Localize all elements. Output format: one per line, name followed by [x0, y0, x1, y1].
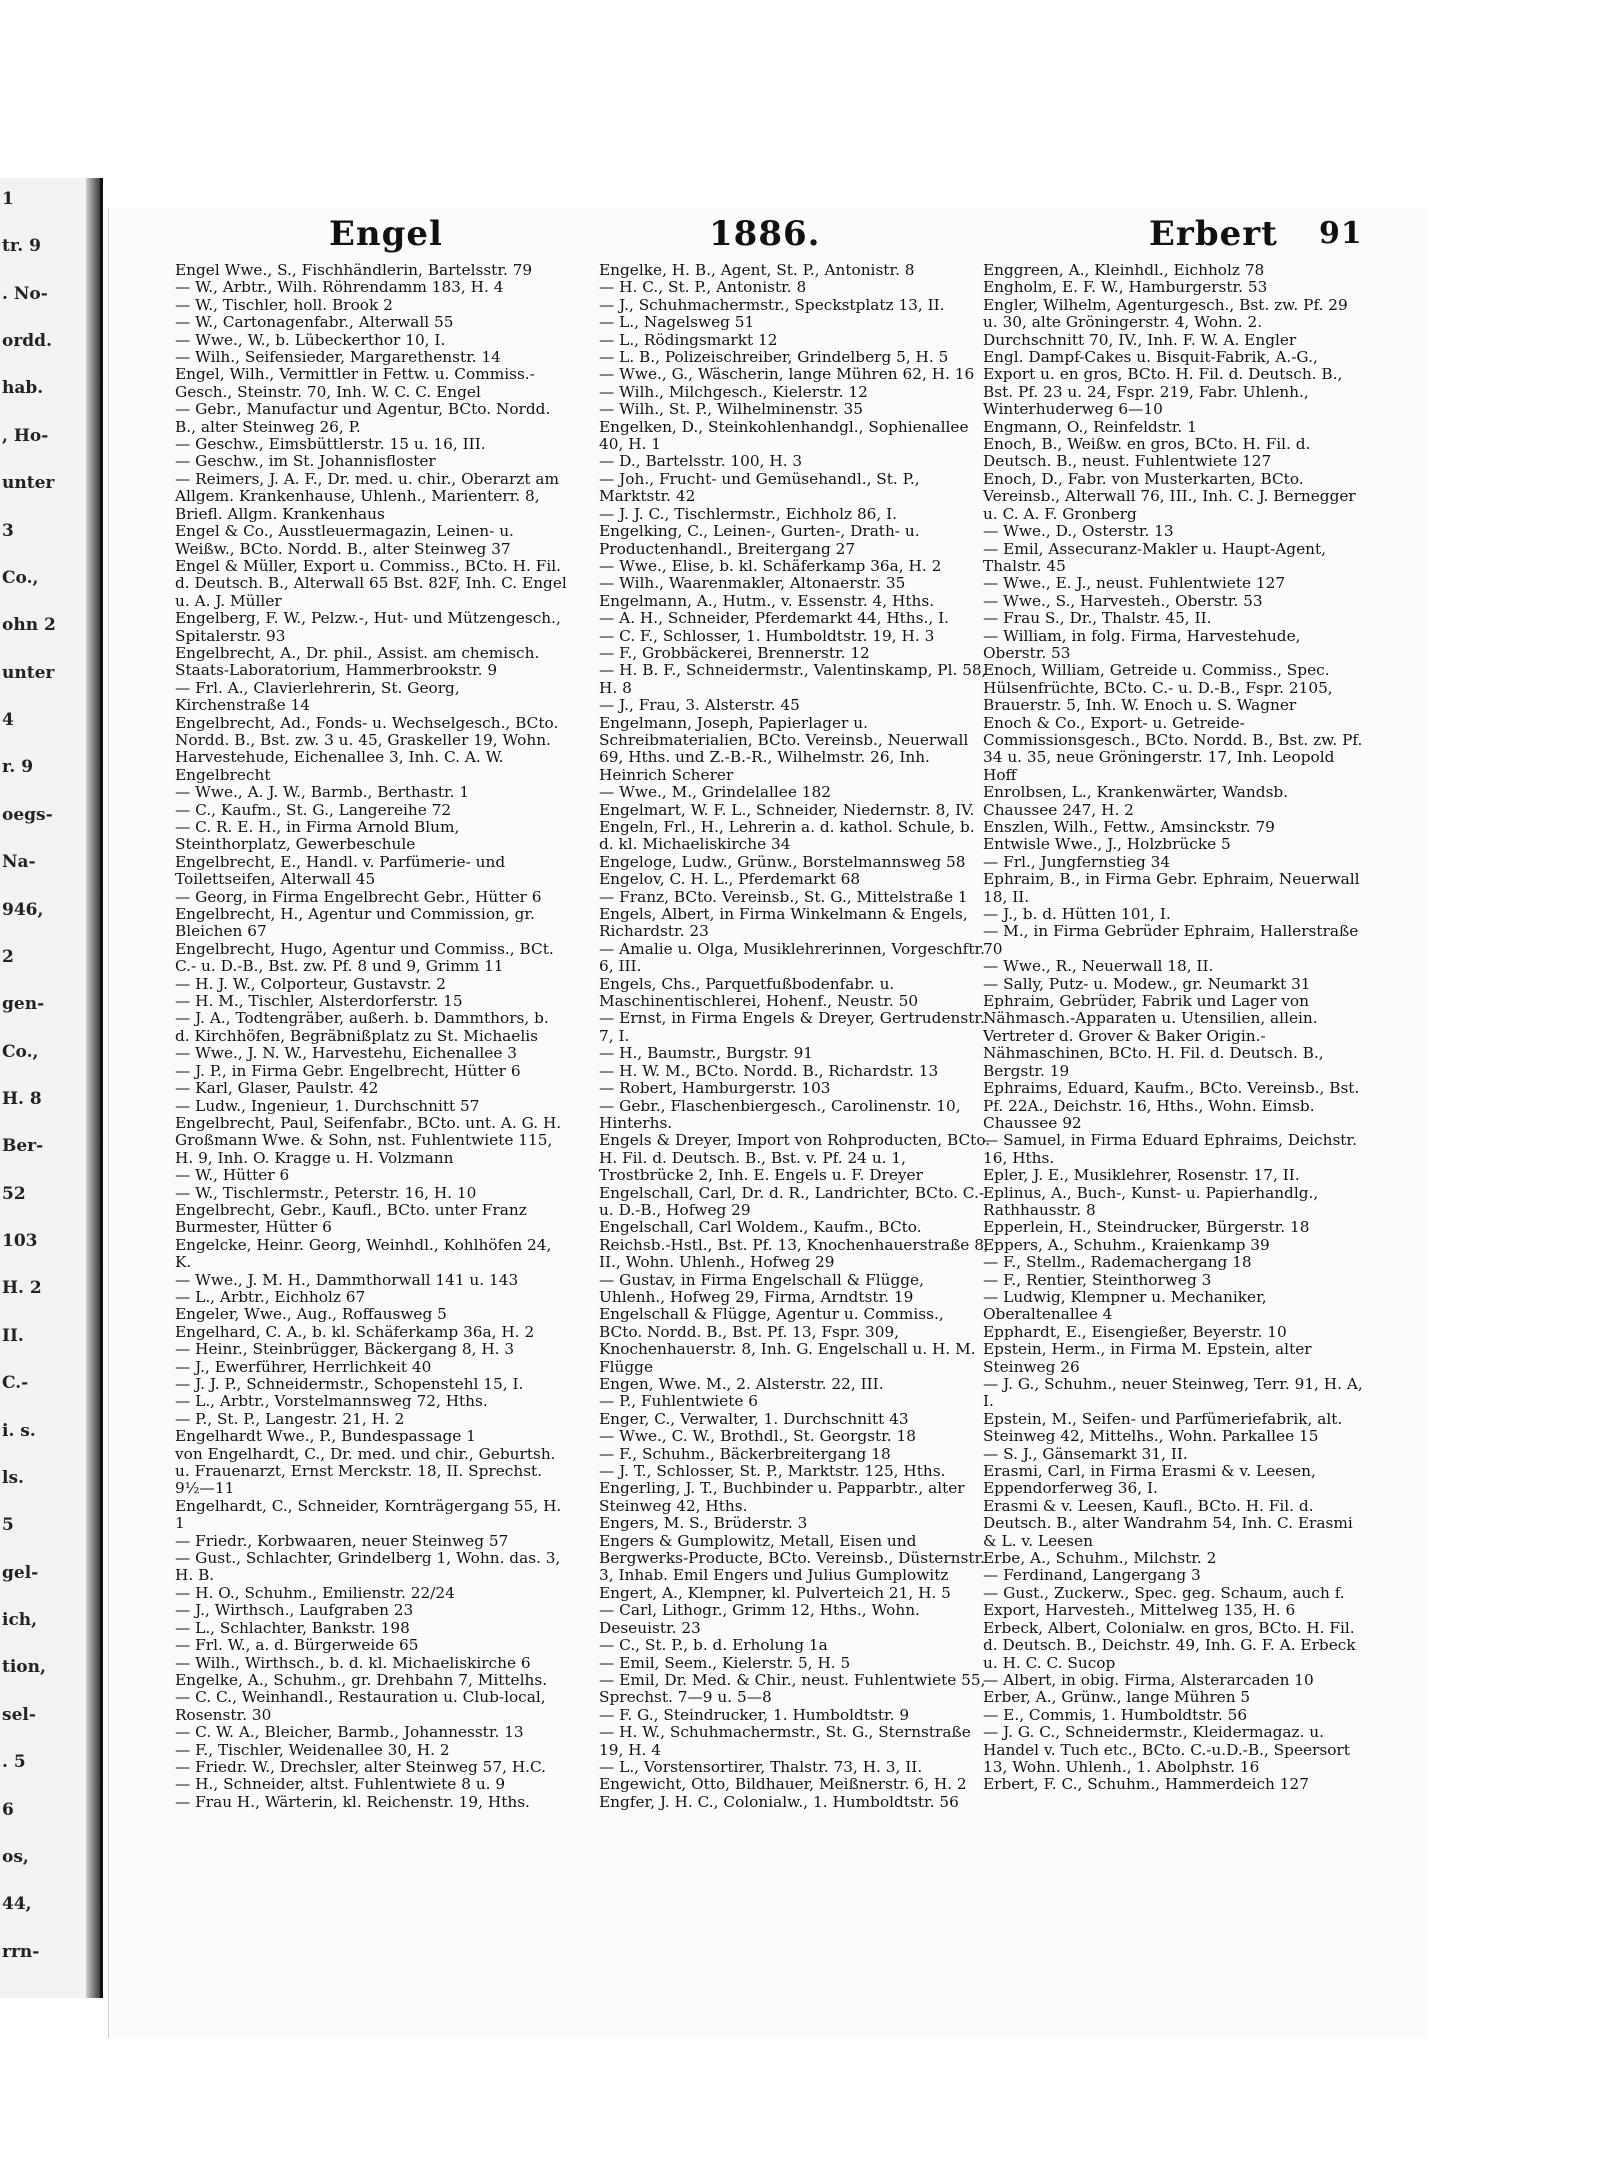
- previous-page-fragment: Ber-: [2, 1136, 44, 1156]
- directory-entry: — H. B. F., Schneidermstr., Valentinskamp, Pl. 58, H. 8: [599, 661, 987, 697]
- directory-entry: — C. W. A., Bleicher, Barmb., Johannesstr. 13: [175, 1723, 524, 1742]
- directory-entry: — L., Arbtr., Vorstelmannsweg 72, Hths.: [175, 1392, 488, 1411]
- previous-page-fragment: C.-: [2, 1373, 29, 1393]
- directory-entry: — Frl. W., a. d. Bürgerweide 65: [175, 1636, 419, 1655]
- directory-entry: — Georg, in Firma Engelbrecht Gebr., Hütter 6: [175, 887, 542, 906]
- directory-entry: — F. G., Steindrucker, 1. Humboldtstr. 9: [599, 1705, 910, 1724]
- previous-page-fragment: i. s.: [2, 1421, 36, 1441]
- directory-entry: Epphardt, E., Eisengießer, Beyerstr. 10: [983, 1322, 1287, 1341]
- directory-entry: — Ferdinand, Langergang 3: [983, 1566, 1201, 1585]
- directory-entry: — Frl., Jungfernstieg 34: [983, 852, 1171, 871]
- previous-page-fragment: Co.,: [2, 1042, 39, 1062]
- directory-entry: Entwisle Wwe., J., Holzbrücke 5: [983, 835, 1231, 854]
- previous-page-fragment: H. 8: [2, 1089, 42, 1109]
- directory-entry: Engelke, A., Schuhm., gr. Drehbahn 7, Mittelhs.: [175, 1670, 548, 1689]
- directory-entry: — H. C., St. P., Antonistr. 8: [599, 278, 807, 297]
- directory-entry: Enoch, B., Weißw. en gros, BCto. H. Fil. d. Deutsch. B., neust. Fuhlentwiete 127: [983, 435, 1311, 471]
- directory-entry: — Samuel, in Firma Eduard Ephraims, Deichstr. 16, Hths.: [983, 1131, 1357, 1167]
- previous-page-fragment: 3: [2, 521, 14, 541]
- previous-page-fragment: oegs-: [2, 805, 53, 825]
- running-header: [109, 208, 1427, 260]
- directory-entry: Engelke, H. B., Agent, St. P., Antonistr. 8: [599, 262, 915, 279]
- directory-entry: — H., Schneider, altst. Fuhlentwiete 8 u. 9: [175, 1775, 506, 1794]
- directory-entry: Erbeck, Albert, Colonialw. en gros, BCto. H. Fil. d. Deutsch. B., Deichstr. 49, Inh. G. F. A. Erbeck u. H. C. C. Sucop: [983, 1618, 1356, 1672]
- directory-entry: Engeln, Frl., H., Lehrerin a. d. kathol. Schule, b. d. kl. Michaeliskirche 34: [599, 818, 975, 854]
- previous-page-edge: [0, 178, 103, 1998]
- directory-entry: Enoch & Co., Export- u. Getreide-Commissionsgesch., BCto. Nordd. B., Bst. zw. Pf. 34 u. 35, neue Gröningerstr. 17, Inh. Leopold Hoff: [983, 713, 1363, 784]
- directory-entry: — F., Tischler, Weidenallee 30, H. 2: [175, 1740, 450, 1759]
- previous-page-fragment: rrn-: [2, 1942, 40, 1962]
- directory-entry: Engert, A., Klempner, kl. Pulverteich 21, H. 5: [599, 1583, 951, 1602]
- previous-page-fragment: . No-: [2, 284, 48, 304]
- directory-entry: Epstein, Herm., in Firma M. Epstein, alter Steinweg 26: [983, 1340, 1312, 1376]
- directory-entry: — W., Hütter 6: [175, 1166, 290, 1185]
- directory-entry: Engers & Gumplowitz, Metall, Eisen und Bergwerks-Producte, BCto. Vereinsb., Düsternstr. 3, Inhab. Emil Engers und Julius Gumplowitz: [599, 1531, 985, 1585]
- directory-entry: Engewicht, Otto, Bildhauer, Meißnerstr. 6, H. 2: [599, 1775, 967, 1794]
- directory-entry: Engelbrecht, Ad., Fonds- u. Wechselgesch., BCto. Nordd. B., Bst. zw. 3 u. 45, Graskeller 19, Wohn. Harvestehude, Eichenallee 3, Inh. C. A. W. Engelbrecht: [175, 713, 559, 784]
- directory-entry: Engelschall, Carl, Dr. d. R., Landrichter, BCto. C.- u. D.-B., Hofweg 29: [599, 1183, 984, 1219]
- directory-entry: — L., Nagelsweg 51: [599, 313, 755, 332]
- directory-entry: Eplinus, A., Buch-, Kunst- u. Papierhandlg., Rathhausstr. 8: [983, 1183, 1319, 1219]
- directory-entry: — Emil, Dr. Med. & Chir., neust. Fuhlentwiete 55, Sprechst. 7—9 u. 5—8: [599, 1670, 986, 1707]
- directory-entry: Engerling, J. T., Buchbinder u. Papparbtr., alter Steinweg 42, Hths.: [599, 1479, 965, 1515]
- directory-entry: — H. M., Tischler, Alsterdorferstr. 15: [175, 992, 463, 1011]
- directory-entry: — Wilh., St. P., Wilhelminenstr. 35: [599, 400, 863, 419]
- directory-entry: Engelken, D., Steinkohlenhandgl., Sophienallee 40, H. 1: [599, 417, 969, 454]
- directory-entry: von Engelhardt, C., Dr. med. und chir., Geburtsh. u. Frauenarzt, Ernst Merckstr. 18, II. Sprechst. 9½—11: [175, 1444, 556, 1498]
- directory-entry: — L. B., Polizeischreiber, Grindelberg 5, H. 5: [599, 348, 949, 367]
- directory-entry: — Friedr., Korbwaaren, neuer Steinweg 57: [175, 1531, 509, 1550]
- directory-entry: — J. P., in Firma Gebr. Engelbrecht, Hütter 6: [175, 1061, 521, 1080]
- directory-entry: — P., Fuhlentwiete 6: [599, 1392, 759, 1411]
- directory-entry: Ephraims, Eduard, Kaufm., BCto. Vereinsb., Bst. Pf. 22A., Deichstr. 16, Hths., Wohn. Eimsb. Chaussee 92: [983, 1079, 1360, 1132]
- directory-entry: — L., Schlachter, Bankstr. 198: [175, 1618, 410, 1637]
- directory-entry: — J., b. d. Hütten 101, I.: [983, 905, 1171, 924]
- previous-page-fragment: Co.,: [2, 568, 39, 588]
- directory-entry: Enggreen, A., Kleinhdl., Eichholz 78: [983, 262, 1265, 279]
- header-last-entry: Erbert: [1149, 214, 1278, 254]
- directory-entry: Engelbrecht, E., Handl. v. Parfümerie- und Toilettseifen, Alterwall 45: [175, 852, 506, 889]
- directory-entry: — Wilh., Milchgesch., Kielerstr. 12: [599, 382, 868, 401]
- directory-entry: — Karl, Glaser, Paulstr. 42: [175, 1079, 379, 1098]
- directory-entry: — Wwe., R., Neuerwall 18, II.: [983, 957, 1214, 976]
- directory-entry: — H. O., Schuhm., Emilienstr. 22/24: [175, 1583, 455, 1602]
- previous-page-fragment: os,: [2, 1847, 29, 1867]
- directory-entry: — Wilh., Seifensieder, Margarethenstr. 14: [175, 348, 501, 367]
- previous-page-fragment: ordd.: [2, 331, 52, 351]
- directory-entry: — Ludwig, Klempner u. Mechaniker, Oberaltenallee 4: [983, 1287, 1267, 1324]
- directory-entry: — Geschw., Eimsbüttlerstr. 15 u. 16, III.: [175, 435, 486, 454]
- directory-entry: Engelschall, Carl Woldem., Kaufm., BCto. Reichsb.-Hstl., Bst. Pf. 13, Knochenhauerstraße 8, II., Wohn. Uhlenh., Hofweg 29: [599, 1218, 989, 1272]
- directory-entry: — Frl. A., Clavierlehrerin, St. Georg, Kirchenstraße 14: [175, 678, 460, 715]
- entry-columns: [109, 262, 1427, 2022]
- directory-entry: Erbe, A., Schuhm., Milchstr. 2: [983, 1549, 1217, 1568]
- previous-page-fragment: tr. 9: [2, 236, 41, 256]
- directory-entry: Engels & Dreyer, Import von Rohproducten, BCto. H. Fil. d. Deutsch. B., Bst. v. Pf. 24 u. 1, Trostbrücke 2, Inh. E. Engels u. F. Dreyer: [599, 1131, 991, 1185]
- directory-entry: — S. J., Gänsemarkt 31, II.: [983, 1444, 1188, 1463]
- previous-page-fragment: hab.: [2, 378, 44, 398]
- previous-page-fragment: ich,: [2, 1610, 38, 1630]
- directory-entry: — Sally, Putz- u. Modew., gr. Neumarkt 31: [983, 974, 1311, 993]
- directory-entry: — C. C., Weinhandl., Restauration u. Club-local, Rosenstr. 30: [175, 1688, 546, 1724]
- directory-entry: — Friedr. W., Drechsler, alter Steinweg 57, H.C.: [175, 1757, 547, 1776]
- directory-entry: Epstein, M., Seifen- und Parfümeriefabrik, alt. Steinweg 42, Mittelhs., Wohn. Parkallee 15: [983, 1409, 1343, 1446]
- previous-page-fragment: ohn 2: [2, 615, 56, 635]
- directory-entry: — Amalie u. Olga, Musiklehrerinnen, Vorgeschftr. 6, III.: [599, 939, 985, 976]
- directory-entry: — Wwe., J. N. W., Harvestehu, Eichenallee 3: [175, 1044, 517, 1063]
- previous-page-fragment: unter: [2, 473, 55, 493]
- directory-entry: — Wilh., Waarenmakler, Altonaerstr. 35: [599, 574, 906, 593]
- directory-entry: Erbert, F. C., Schuhm., Hammerdeich 127: [983, 1775, 1309, 1794]
- directory-entry: — Wwe., G., Wäscherin, lange Mühren 62, H. 16: [599, 365, 975, 384]
- directory-entry: Engel, Wilh., Vermittler in Fettw. u. Commiss.-Gesch., Steinstr. 70, Inh. W. C. C. Engel: [175, 365, 535, 401]
- directory-entry: Engelcke, Heinr. Georg, Weinhdl., Kohlhöfen 24, K.: [175, 1235, 552, 1272]
- directory-entry: Engelbrecht, Hugo, Agentur und Commiss., BCt. C.- u. D.-B., Bst. zw. Pf. 8 und 9, Grimm 11: [175, 939, 554, 976]
- directory-entry: — Wwe., Elise, b. kl. Schäferkamp 36a, H. 2: [599, 556, 942, 575]
- directory-entry: — Geschw., im St. Johannisfloster: [175, 452, 436, 471]
- directory-entry: Engel & Co., Ausstleuermagazin, Leinen- u. Weißw., BCto. Nordd. B., alter Steinweg 37: [175, 522, 514, 558]
- directory-entry: Erasmi & v. Leesen, Kaufl., BCto. H. Fil. d. Deutsch. B., alter Wandrahm 54, Inh. C. Erasmi & L. v. Leesen: [983, 1496, 1353, 1550]
- directory-entry: — F., Rentier, Steinthorweg 3: [983, 1270, 1212, 1289]
- directory-entry: — Wwe., E. J., neust. Fuhlentwiete 127: [983, 574, 1286, 593]
- previous-page-fragment: II.: [2, 1326, 24, 1346]
- directory-entry: — W., Cartonagenfabr., Alterwall 55: [175, 313, 454, 332]
- directory-entry: — Emil, Assecuranz-Makler u. Haupt-Agent, Thalstr. 45: [983, 539, 1326, 575]
- previous-page-fragment: , Ho-: [2, 426, 49, 446]
- column-2: [581, 262, 991, 2022]
- directory-entry: — Gebr., Flaschenbiergesch., Carolinenstr. 10, Hinterhs.: [599, 1096, 961, 1132]
- directory-entry: Ephraim, Gebrüder, Fabrik und Lager von Nähmasch.-Apparaten u. Utensilien, allein. Vertreter d. Grover & Baker Origin.-Nähmaschinen, BCto. H. Fil. d. Deutsch. B., Bergstr. 19: [983, 992, 1324, 1080]
- directory-entry: — Heinr., Steinbrügger, Bäckergang 8, H. 3: [175, 1340, 515, 1359]
- directory-entry: — F., Schuhm., Bäckerbreitergang 18: [599, 1444, 891, 1463]
- directory-entry: Epler, J. E., Musiklehrer, Rosenstr. 17, II.: [983, 1166, 1300, 1185]
- directory-entry: — C. R. E. H., in Firma Arnold Blum, Steinthorplatz, Gewerbeschule: [175, 818, 460, 854]
- directory-entry: Enszlen, Wilh., Fettw., Amsinckstr. 79: [983, 818, 1275, 836]
- directory-entry: — Ludw., Ingenieur, 1. Durchschnitt 57: [175, 1096, 480, 1115]
- directory-entry: Engen, Wwe. M., 2. Alsterstr. 22, III.: [599, 1375, 884, 1393]
- directory-entry: — Robert, Hamburgerstr. 103: [599, 1079, 831, 1098]
- directory-entry: Engelov, C. H. L., Pferdemarkt 68: [599, 870, 861, 889]
- previous-page-fragment: unter: [2, 663, 55, 683]
- directory-entry: — J. G. C., Schneidermstr., Kleidermagaz. u. Handel v. Tuch etc., BCto. C.-u.D.-B., Speersort 13, Wohn. Uhlenh., 1. Abolphstr. 16: [983, 1723, 1350, 1776]
- directory-entry: Engelbrecht, H., Agentur und Commission, gr. Bleichen 67: [175, 905, 535, 941]
- directory-entry: — J., Ewerführer, Herrlichkeit 40: [175, 1357, 432, 1376]
- directory-entry: — E., Commis, 1. Humboldtstr. 56: [983, 1705, 1248, 1724]
- directory-entry: — Gust., Zuckerw., Spec. geg. Schaum, auch f. Export, Harvesteh., Mittelweg 135, H. 6: [983, 1583, 1345, 1620]
- directory-entry: Engfer, J. H. C., Colonialw., 1. Humboldtstr. 56: [599, 1792, 959, 1811]
- directory-entry: Engelking, C., Leinen-, Gurten-, Drath- u. Productenhandl., Breitergang 27: [599, 522, 920, 558]
- directory-entry: — P., St. P., Langestr. 21, H. 2: [175, 1409, 405, 1428]
- directory-entry: — Carl, Lithogr., Grimm 12, Hths., Wohn. Deseuistr. 23: [599, 1601, 920, 1637]
- directory-entry: Erber, A., Grünw., lange Mühren 5: [983, 1688, 1251, 1707]
- page-gutter-shadow: [86, 178, 100, 1998]
- directory-entry: — W., Arbtr., Wilh. Röhrendamm 183, H. 4: [175, 278, 504, 297]
- directory-entry: Engeler, Wwe., Aug., Roffausweg 5: [175, 1305, 447, 1324]
- directory-entry: — Wwe., J. M. H., Dammthorwall 141 u. 143: [175, 1270, 519, 1289]
- directory-entry: — Gebr., Manufactur und Agentur, BCto. Nordd. B., alter Steinweg 26, P.: [175, 400, 551, 436]
- previous-page-fragment: gen-: [2, 994, 45, 1014]
- directory-entry: — C., St. P., b. d. Erholung 1a: [599, 1636, 828, 1655]
- directory-entry: Ephraim, B., in Firma Gebr. Ephraim, Neuerwall 18, II.: [983, 870, 1360, 906]
- directory-entry: — Wwe., C. W., Brothdl., St. Georgstr. 18: [599, 1427, 916, 1446]
- directory-entry: Engels, Albert, in Firma Winkelmann & Engels, Richardstr. 23: [599, 905, 968, 941]
- directory-entry: — J. J. C., Tischlermstr., Eichholz 86, I.: [599, 504, 898, 523]
- directory-entry: — Gust., Schlachter, Grindelberg 1, Wohn. das. 3, H. B.: [175, 1549, 561, 1585]
- directory-entry: — H. W. M., BCto. Nordd. B., Richardstr. 13: [599, 1061, 939, 1080]
- directory-entry: Engel & Müller, Export u. Commiss., BCto. H. Fil. d. Deutsch. B., Alterwall 65 Bst. 82F, Inh. C. Engel u. A. J. Müller: [175, 556, 567, 610]
- previous-page-fragment: . 5: [2, 1752, 26, 1772]
- directory-entry: Engelmart, W. F. L., Schneider, Niedernstr. 8, IV.: [599, 800, 975, 819]
- directory-entry: Enoch, William, Getreide u. Commiss., Spec. Hülsenfrüchte, BCto. C.- u. D.-B., Fspr. 2105, Brauerstr. 5, Inh. W. Enoch u. S. Wagner: [983, 661, 1333, 715]
- directory-entry: — Wwe., D., Osterstr. 13: [983, 522, 1174, 541]
- directory-entry: Engelbrecht, Gebr., Kaufl., BCto. unter Franz Burmester, Hütter 6: [175, 1200, 527, 1237]
- header-year: 1886.: [709, 214, 821, 254]
- directory-entry: — Frau S., Dr., Thalstr. 45, II.: [983, 609, 1212, 628]
- directory-entry: Engholm, E. F. W., Hamburgerstr. 53: [983, 278, 1268, 297]
- directory-entry: Engers, M. S., Brüderstr. 3: [599, 1514, 808, 1533]
- directory-entry: Engels, Chs., Parquetfußbodenfabr. u. Maschinentischlerei, Hohenf., Neustr. 50: [599, 974, 919, 1011]
- directory-entry: Erasmi, Carl, in Firma Erasmi & v. Leesen, Eppendorferweg 36, I.: [983, 1462, 1316, 1498]
- directory-entry: — C. F., Schlosser, 1. Humboldtstr. 19, H. 3: [599, 626, 935, 645]
- directory-entry: — J. J. P., Schneidermstr., Schopenstehl 15, I.: [175, 1375, 524, 1393]
- directory-entry: — William, in folg. Firma, Harvestehude, Oberstr. 53: [983, 626, 1301, 662]
- header-first-entry: Engel: [329, 214, 443, 254]
- directory-entry: — Wwe., M., Grindelallee 182: [599, 783, 831, 802]
- previous-page-fragment: H. 2: [2, 1278, 42, 1298]
- directory-entry: Enrolbsen, L., Krankenwärter, Wandsb. Chaussee 247, H. 2: [983, 783, 1289, 819]
- directory-entry: — Franz, BCto. Vereinsb., St. G., Mittelstraße 1: [599, 887, 968, 906]
- directory-entry: Engelhardt, C., Schneider, Kornträgergang 55, H. 1: [175, 1496, 562, 1533]
- directory-entry: Engelschall & Flügge, Agentur u. Commiss., BCto. Nordd. B., Bst. Pf. 13, Fspr. 309, Knochenhauerstr. 8, Inh. G. Engelschall u. H. M. Flügge: [599, 1305, 976, 1376]
- previous-page-fragment: 4: [2, 710, 14, 730]
- previous-page-fragment: tion,: [2, 1657, 46, 1677]
- directory-entry: — W., Tischler, holl. Brook 2: [175, 295, 393, 314]
- directory-entry: Enger, C., Verwalter, 1. Durchschnitt 43: [599, 1409, 909, 1428]
- directory-entry: — Wilh., Wirthsch., b. d. kl. Michaeliskirche 6: [175, 1653, 531, 1672]
- directory-entry: — J. A., Todtengräber, außerh. b. Dammthors, b. d. Kirchhöfen, Begräbnißplatz zu St. Michaelis: [175, 1009, 549, 1045]
- previous-page-fragment: r. 9: [2, 757, 34, 777]
- directory-entry: — Ernst, in Firma Engels & Dreyer, Gertrudenstr. 7, I.: [599, 1009, 985, 1045]
- directory-entry: — Reimers, J. A. F., Dr. med. u. chir., Oberarzt am Allgem. Krankenhause, Uhlenh., Marienterr. 8, Briefl. Allgm. Krankenhaus: [175, 469, 559, 523]
- directory-entry: — Wwe., W., b. Lübeckerthor 10, I.: [175, 330, 446, 349]
- directory-page: [108, 208, 1427, 2038]
- directory-entry: — A. H., Schneider, Pferdemarkt 44, Hths., I.: [599, 609, 950, 628]
- directory-entry: — Emil, Seem., Kielerstr. 5, H. 5: [599, 1653, 851, 1672]
- previous-page-fragment: 2: [2, 947, 14, 967]
- directory-entry: Epperlein, H., Steindrucker, Bürgerstr. 18: [983, 1218, 1310, 1237]
- directory-entry: — J., Wirthsch., Laufgraben 23: [175, 1601, 414, 1620]
- directory-entry: — J., Frau, 3. Alsterstr. 45: [599, 696, 800, 715]
- previous-page-fragment: Na-: [2, 852, 36, 872]
- directory-entry: — H. J. W., Colporteur, Gustavstr. 2: [175, 974, 446, 993]
- directory-entry: Engelmann, Joseph, Papierlager u. Schreibmaterialien, BCto. Vereinsb., Neuerwall 69, Hths. und Z.-B.-R., Wilhelmstr. 26, Inh. Heinrich Scherer: [599, 713, 969, 784]
- column-1: [157, 262, 567, 2022]
- previous-page-fragment: 6: [2, 1800, 14, 1820]
- directory-entry: Engl. Dampf-Cakes u. Bisquit-Fabrik, A.-G., Export u. en gros, BCto. H. Fil. d. Deutsch. B., Bst. Pf. 23 u. 24, Fspr. 219, Fabr. Uhlenh., Winterhuderweg 6—10: [983, 348, 1343, 419]
- directory-entry: — H., Baumstr., Burgstr. 91: [599, 1044, 814, 1063]
- directory-entry: — Wwe., S., Harvesteh., Oberstr. 53: [983, 591, 1263, 610]
- directory-entry: Engelberg, F. W., Pelzw.-, Hut- und Mützengesch., Spitalerstr. 93: [175, 609, 561, 645]
- directory-entry: — Wwe., A. J. W., Barmb., Berthastr. 1: [175, 783, 470, 802]
- directory-entry: — L., Vorstensortirer, Thalstr. 73, H. 3, II.: [599, 1757, 923, 1776]
- directory-entry: — Albert, in obig. Firma, Alsterarcaden 10: [983, 1670, 1314, 1689]
- directory-entry: — M., in Firma Gebrüder Ephraim, Hallerstraße 70: [983, 922, 1359, 958]
- directory-entry: — J. G., Schuhm., neuer Steinweg, Terr. 91, H. A, I.: [983, 1375, 1363, 1411]
- previous-page-fragment: 1: [2, 189, 14, 209]
- directory-entry: — J. T., Schlosser, St. P., Marktstr. 125, Hths.: [599, 1462, 946, 1481]
- previous-page-fragment: 44,: [2, 1894, 32, 1914]
- directory-entry: Engler, Wilhelm, Agenturgesch., Bst. zw. Pf. 29 u. 30, alte Gröningerstr. 4, Wohn. 2. Durchschnitt 70, IV., Inh. F. W. A. Engler: [983, 295, 1348, 349]
- directory-entry: Engel Wwe., S., Fischhändlerin, Bartelsstr. 79: [175, 262, 533, 279]
- directory-entry: — L., Rödingsmarkt 12: [599, 330, 778, 349]
- directory-entry: — W., Tischlermstr., Peterstr. 16, H. 10: [175, 1183, 477, 1202]
- directory-entry: — C., Kaufm., St. G., Langereihe 72: [175, 800, 452, 819]
- directory-entry: — F., Stellm., Rademachergang 18: [983, 1253, 1252, 1272]
- directory-entry: — J., Schuhmachermstr., Speckstplatz 13, II.: [599, 295, 945, 314]
- directory-entry: Engelhardt Wwe., P., Bundespassage 1: [175, 1427, 476, 1446]
- previous-page-fragment: 5: [2, 1515, 14, 1535]
- directory-entry: Enoch, D., Fabr. von Musterkarten, BCto. Vereinsb., Alterwall 76, III., Inh. C. J. Bernegger u. C. A. F. Gronberg: [983, 469, 1356, 523]
- directory-entry: — Gustav, in Firma Engelschall & Flügge, Uhlenh., Hofweg 29, Firma, Arndtstr. 19: [599, 1270, 924, 1306]
- previous-page-fragment: gel-: [2, 1563, 39, 1583]
- directory-entry: — D., Bartelsstr. 100, H. 3: [599, 452, 803, 471]
- directory-entry: — Joh., Frucht- und Gemüsehandl., St. P., Marktstr. 42: [599, 469, 920, 506]
- directory-entry: Eppers, A., Schuhm., Kraienkamp 39: [983, 1235, 1270, 1254]
- previous-page-fragment: 52: [2, 1184, 26, 1204]
- directory-entry: Engeloge, Ludw., Grünw., Borstelmannsweg 58: [599, 852, 966, 871]
- directory-entry: — Frau H., Wärterin, kl. Reichenstr. 19, Hths.: [175, 1792, 530, 1811]
- directory-entry: Engelhard, C. A., b. kl. Schäferkamp 36a, H. 2: [175, 1322, 535, 1341]
- directory-entry: Engmann, O., Reinfeldstr. 1: [983, 417, 1197, 436]
- previous-page-fragment: ls.: [2, 1468, 24, 1488]
- column-3: [965, 262, 1365, 2022]
- previous-page-fragment: 103: [2, 1231, 38, 1251]
- directory-entry: — F., Grobbäckerei, Brennerstr. 12: [599, 643, 870, 662]
- directory-entry: Engelbrecht, A., Dr. phil., Assist. am chemisch. Staats-Laboratorium, Hammerbrookstr. 9: [175, 643, 540, 680]
- directory-entry: — L., Arbtr., Eichholz 67: [175, 1287, 366, 1306]
- previous-page-fragment: sel-: [2, 1705, 36, 1725]
- directory-entry: Engelbrecht, Paul, Seifenfabr., BCto. unt. A. G. H. Großmann Wwe. & Sohn, nst. Fuhlentwiete 115, H. 9, Inh. O. Kragge u. H. Volzmann: [175, 1113, 562, 1167]
- page-number: 91: [1319, 216, 1363, 251]
- previous-page-fragment: 946,: [2, 900, 44, 920]
- directory-entry: Engelmann, A., Hutm., v. Essenstr. 4, Hths.: [599, 591, 935, 610]
- directory-entry: — H. W., Schuhmachermstr., St. G., Sternstraße 19, H. 4: [599, 1723, 971, 1759]
